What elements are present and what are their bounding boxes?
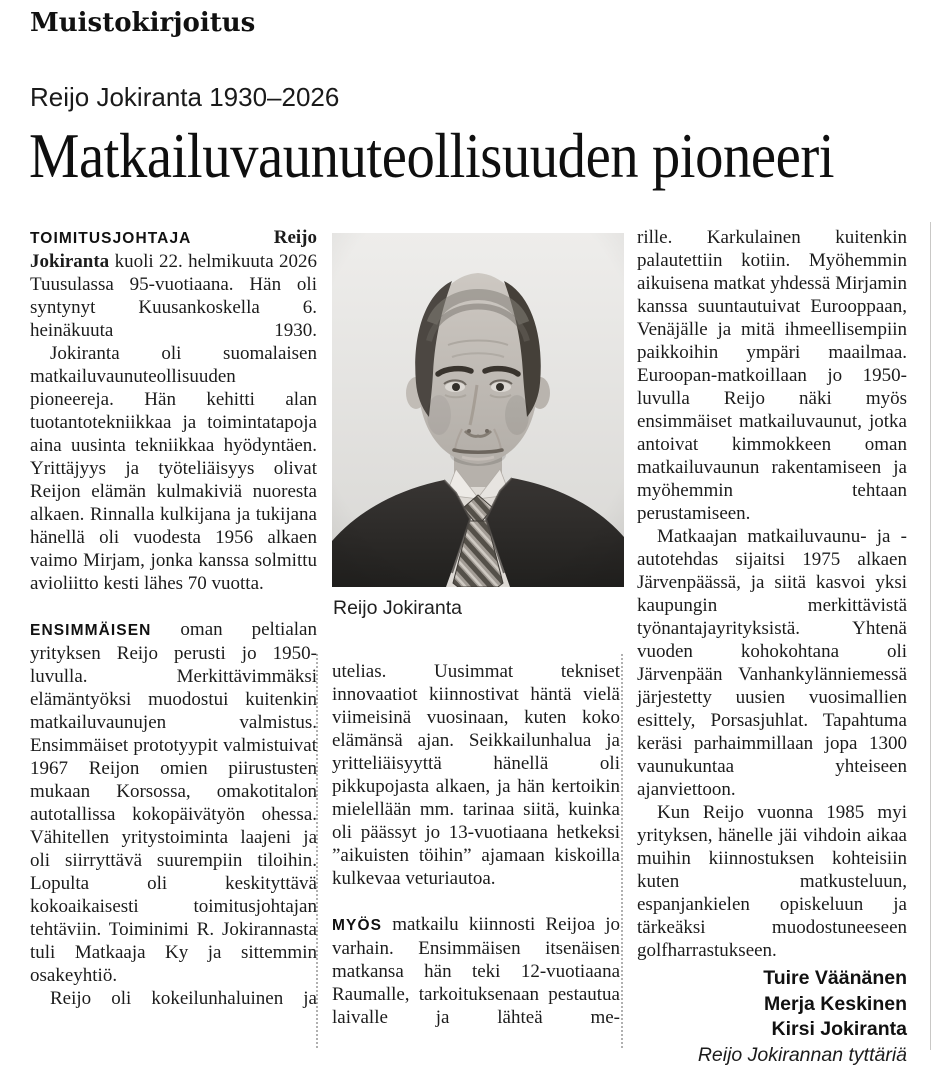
signature-name: Merja Keskinen: [763, 992, 907, 1015]
deceased-name-bold: Reijo Jokiranta: [30, 227, 317, 272]
column-divider-2: [621, 654, 623, 1048]
photo-caption: Reijo Jokiranta: [333, 597, 462, 619]
paragraph-text: rille. Karkulainen kuitenkin palautettiin kotiin. Myöhemmin aikuisena matkat yhdessä Mirjamin kanssa suuntautuivat Eurooppaan, Venäjälle ja mitä ihmeellisempiin paikkoihin ympäri maailmaa. Euroopan-matkoillaan jo 1950-luvulla Reijo näki myös ensimmäiset matkailuvaunut, jotka antoivat kimmokkeen oman matkailuvaunun rakentamiseen ja myöhemmin tehtaan perustamiseen.: [637, 227, 907, 524]
paragraph-text: Reijo oli kokeilunhaluinen ja: [50, 988, 317, 1009]
body-paragraph: [30, 342, 317, 595]
signature-name: Kirsi Jokiranta: [771, 1018, 907, 1040]
paragraph-text: Matkaajan matkailuvaunu- ja -autotehdas sijaitsi 1975 alkaen Järvenpäässä, ja siitä kasvoi yksi kaupungin merkittävistä työnantajayrityksistä. Yhtenä vuoden kohokohtana oli Järvenpään Vanhankylänniemessä järjestetty uusien vuosimallien esittely, Porsasjuhlat. Tapahtuma keräsi parhaimmillaan jopa 1300 vaunukuntaa yhteiseen ajanviettoon.: [637, 526, 907, 800]
headline: Matkailuvaunuteollisuuden pioneeri: [29, 121, 835, 191]
body-paragraph: [30, 618, 317, 987]
paragraph-text: oman peltialan yrityksen Reijo perusti jo 1950-luvulla. Merkittävimmäksi elämäntyöksi muodostui kuitenkin matkailuvaunujen valmistus. Ensimmäiset prototyypit valmistuivat 1967 Reijon omien piirustusten mukaan Korsossa, omakotitalon autotallissa kokopäivätyön ohessa. Vähitellen yritystoiminta laajeni ja oli siirryttävä suurempiin tiloihin. Lopulta oli keskityttävä kokoaikaisesti toimitusjohtajan tehtäviin. Toiminimi R. Jokirannasta tuli Matkaaja Ky ja sittemmin osakeyhtiö.: [30, 619, 317, 986]
body-paragraph: [30, 987, 317, 1010]
body-paragraph: [637, 525, 907, 801]
signature-block: [637, 966, 907, 1043]
lead-in-label: TOIMITUSJOHTAJA: [30, 230, 192, 247]
body-paragraph: [30, 226, 317, 342]
section-kicker: Muistokirjoitus: [30, 8, 256, 38]
body-paragraph: [332, 913, 620, 1029]
paragraph-text: kuoli 22. helmikuuta 2026 Tuusulassa 95-vuotiaana. Hän oli syntynyt Kuusankoskella 6. heinäkuuta 1930.: [30, 251, 318, 341]
lead-in-label: ENSIMMÄISEN: [30, 622, 152, 639]
column-3: [637, 226, 907, 1068]
obituary-subtitle: Reijo Jokiranta 1930–2026: [30, 82, 340, 112]
page-edge-rule: [930, 222, 931, 1050]
portrait-photo: [332, 233, 624, 587]
signature-role: Reijo Jokirannan tyttäriä: [697, 1043, 907, 1066]
column-1: [30, 226, 317, 1010]
column-2-body: [332, 660, 620, 1029]
paragraph-text: Jokiranta oli suomalaisen matkailuvaunuteollisuuden pioneereja. Hän kehitti alan tuotantotekniikkaa ja toimintatapoja aina uusinta tekniikkaa hyödyntäen. Yrittäjyys ja työteliäisyys olivat Reijon elämän kulmakiviä nuoresta alkaen. Rinnalla kulkijana ja tukijana hänellä oli vuodesta 1956 alkaen vaimo Mirjam, jonka kanssa solmittu avioliitto kesti lähes 70 vuotta.: [30, 343, 317, 594]
body-paragraph: [332, 660, 620, 890]
paragraph-text: matkailu kiinnosti Reijoa jo varhain. Ensimmäisen itsenäisen matkansa hän teki 12-vuotiaana Raumalle, tarkoituksenaan pestautua laivalle ja lähteä me-: [332, 914, 621, 1028]
lead-in-label: MYÖS: [332, 917, 383, 934]
paragraph-text: utelias. Uusimmat tekniset innovaatiot kiinnostivat häntä vielä viimeisinä vuosinaan, kuten koko elämänsä ajan. Seikkailunhalua ja yritteliäisyyttä hänellä oli pikkupojasta alkaen, ja hän kertoikin mielellään mm. tarinaa siitä, kuinka oli päässyt jo 13-vuotiaana hetkeksi ”aikuisten töihin” ajamaan kiskoilla kulkevaa veturiautoa.: [332, 661, 620, 889]
column-2: [332, 226, 620, 1029]
body-paragraph: [637, 801, 907, 962]
paragraph-text: Kun Reijo vuonna 1985 myi yrityksen, hänelle jäi vihdoin aikaa muihin kiinnostuksen kohteisiin kuten matkusteluun, espanjankielen opiskeluun ja tärkeäksi muodostuneeseen golfharrastukseen.: [637, 802, 907, 961]
signature-name: Tuire Väänänen: [763, 967, 907, 989]
body-paragraph: [637, 226, 907, 525]
